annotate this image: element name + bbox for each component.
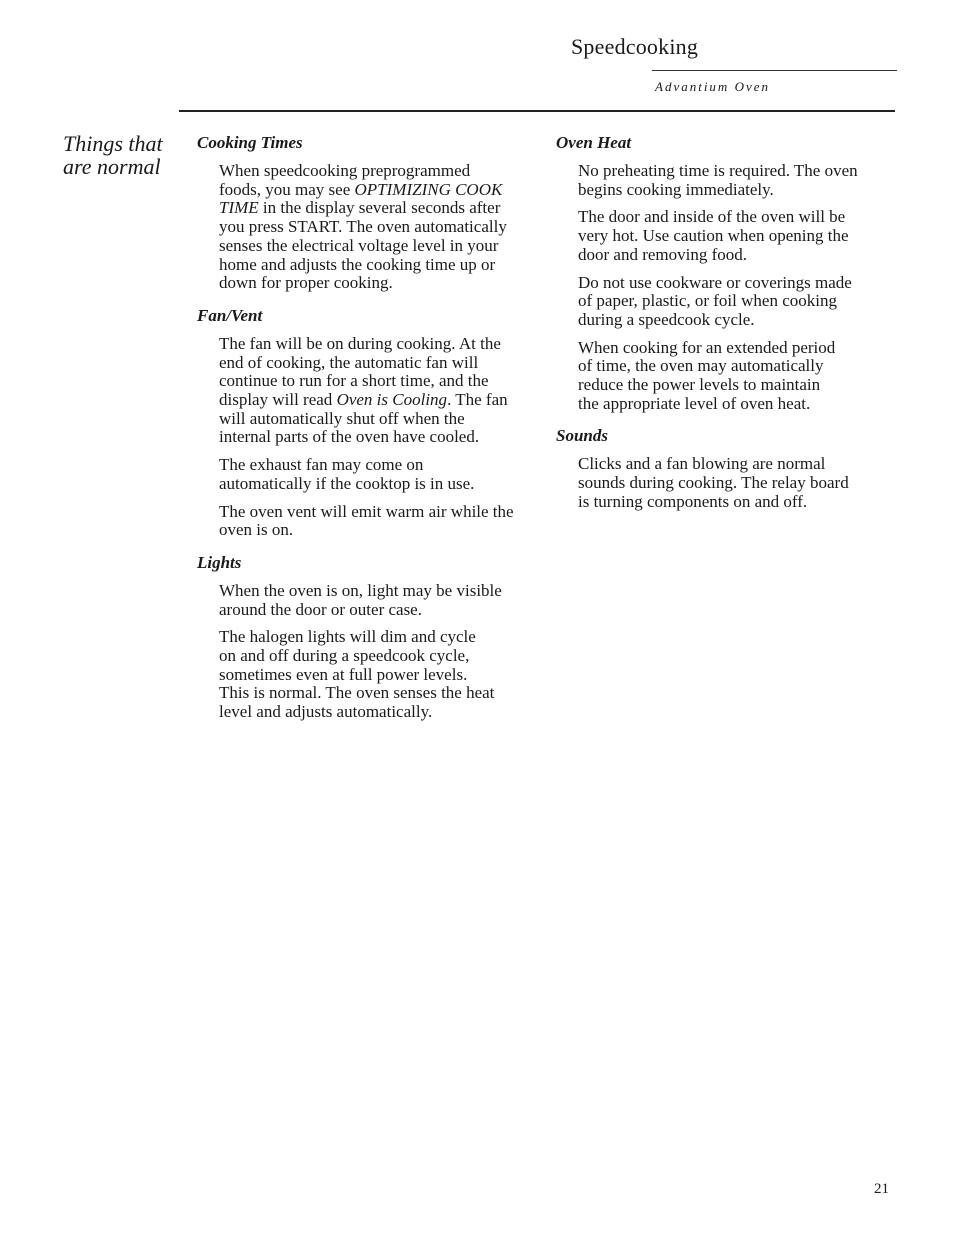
text-line (219, 181, 539, 200)
text-line (219, 199, 539, 218)
text-line: door and removing food. (578, 244, 748, 264)
text-line: Clicks and a fan blowing are normal (578, 454, 826, 474)
oven-heat-paragraph (578, 162, 894, 199)
text-line: internal parts of the oven have cooled. (219, 427, 480, 447)
text-line: the appropriate level of oven heat. (578, 393, 811, 413)
fan-vent-block (197, 306, 539, 540)
text-line (219, 391, 539, 410)
section-title-line: are normal (63, 154, 161, 179)
text-line: This is normal. The oven senses the heat (219, 683, 495, 703)
header-divider (179, 110, 895, 112)
text-line: on and off during a speedcook cycle, (219, 646, 470, 666)
text-run: foods, you may see (219, 179, 355, 199)
text-line: continue to run for a short time, and the (219, 371, 489, 391)
text-line: begins cooking immediately. (578, 179, 774, 199)
sounds-paragraph (578, 455, 894, 511)
lights-heading: Lights (197, 552, 242, 572)
text-line: around the door or outer case. (219, 599, 422, 619)
text-line: sometimes even at full power levels. (219, 664, 468, 684)
text-run: display will read (219, 390, 337, 410)
text-line: oven is on. (219, 520, 294, 540)
page-subtitle: Advantium Oven (655, 79, 771, 94)
text-line: When speedcooking preprogrammed (219, 161, 471, 180)
fan-vent-paragraph (219, 456, 539, 493)
oven-heat-paragraph (578, 339, 894, 414)
title-rule (652, 70, 897, 71)
text-line: sounds during cooking. The relay board (578, 473, 849, 493)
text-line: of paper, plastic, or foil when cooking (578, 291, 837, 311)
lights-paragraph (219, 582, 539, 619)
text-line: The door and inside of the oven will be (578, 207, 846, 227)
page-number: 21 (874, 1181, 889, 1197)
left-column (197, 133, 539, 735)
text-line: level and adjusts automatically. (219, 702, 433, 722)
text-run: . The fan (447, 390, 508, 410)
text-line: home and adjusts the cooking time up or (219, 254, 496, 274)
text-run: in the display several seconds after (258, 198, 501, 218)
display-message-text: TIME (219, 198, 259, 218)
text-line: very hot. Use caution when opening the (578, 226, 849, 246)
text-line: Do not use cookware or coverings made (578, 272, 852, 292)
right-column (556, 133, 894, 525)
text-line: The fan will be on during cooking. At the (219, 333, 501, 353)
text-line: down for proper cooking. (219, 273, 393, 293)
fan-vent-paragraph (219, 335, 539, 447)
section-title (63, 132, 183, 178)
text-line: When cooking for an extended period (578, 337, 836, 357)
text-line: The oven vent will emit warm air while the (219, 501, 514, 521)
display-message-text: OPTIMIZING COOK (354, 179, 503, 199)
sounds-heading: Sounds (556, 426, 608, 446)
text-line: during a speedcook cycle. (578, 309, 755, 329)
text-line: The halogen lights will dim and cycle (219, 627, 476, 647)
sounds-block (556, 426, 894, 511)
lights-block (197, 553, 539, 722)
cooking-times-paragraph (219, 162, 539, 293)
display-message-text: Oven is Cooling (336, 390, 448, 410)
cooking-times-heading: Cooking Times (197, 133, 303, 152)
text-line: The exhaust fan may come on (219, 455, 424, 475)
cooking-times-block (197, 133, 539, 293)
text-line: you press START. The oven automatically (219, 217, 507, 237)
text-line: automatically if the cooktop is in use. (219, 473, 475, 493)
oven-heat-block (556, 133, 894, 413)
oven-heat-paragraph (578, 274, 894, 330)
section-title-line: Things that (63, 131, 163, 156)
text-line: reduce the power levels to maintain (578, 375, 821, 395)
text-line: end of cooking, the automatic fan will (219, 352, 479, 372)
text-line: When the oven is on, light may be visible (219, 580, 502, 600)
text-line: is turning components on and off. (578, 491, 808, 511)
oven-heat-paragraph (578, 208, 894, 264)
lights-paragraph (219, 628, 539, 722)
fan-vent-heading: Fan/Vent (197, 305, 263, 325)
page-title: Speedcooking (571, 34, 699, 59)
oven-heat-heading: Oven Heat (556, 133, 632, 152)
text-line: will automatically shut off when the (219, 408, 465, 428)
text-line: No preheating time is required. The oven (578, 161, 858, 180)
text-line: of time, the oven may automatically (578, 356, 824, 376)
text-line: senses the electrical voltage level in your (219, 235, 499, 255)
fan-vent-paragraph (219, 503, 539, 540)
